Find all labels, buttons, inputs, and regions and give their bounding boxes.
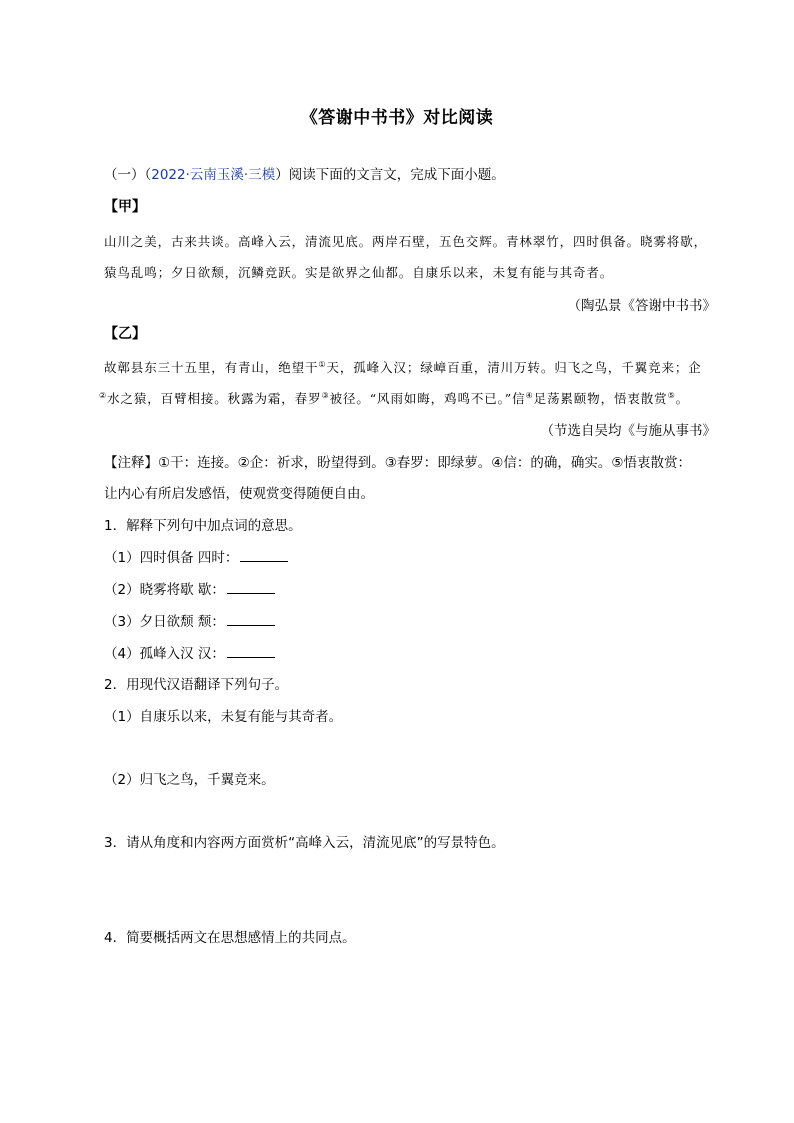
- note-marker: ④: [525, 390, 534, 400]
- passage-jia-label: 【甲】: [104, 199, 146, 215]
- yi-text: 天，孤峰入汉；绿嶂百重，清川万转。归飞之鸟，千翼竞来；企: [326, 360, 702, 375]
- item-text: （1）四时俱备 四时：: [104, 550, 239, 566]
- passage-jia-source: （陶弘景《答谢中书书》: [567, 298, 716, 314]
- intro-rest: ）阅读下面的文言文，完成下面小题。: [275, 167, 505, 183]
- answer-blank[interactable]: [227, 612, 275, 626]
- page-title: 《答谢中书书》对比阅读: [300, 108, 494, 128]
- section-intro: [104, 166, 505, 184]
- note-marker: ②: [99, 390, 108, 400]
- notes-line-2: 让内心有所启发感悟，使观赏变得随便自由。: [104, 486, 374, 502]
- yi-text: 故鄣县东三十五里，有青山，绝望干: [104, 360, 319, 375]
- item-text: （2）晓雾将歇 歇：: [104, 582, 225, 598]
- answer-blank[interactable]: [227, 580, 275, 594]
- question-1-item-2: [104, 580, 275, 599]
- answer-blank[interactable]: [227, 644, 275, 658]
- notes-line-1: 【注释】①干：连接。②企：祈求，盼望得到。③春罗：即绿萝。④信：的确，确实。⑤悟衷散赏：: [104, 455, 692, 471]
- yi-text: 水之猿，百臂相接。秋露为霜，春罗: [107, 391, 322, 406]
- yi-text: 足荡累颐物，悟衷散赏: [533, 391, 668, 406]
- question-2-item-2: （2）归飞之鸟，千翼竞来。: [104, 772, 275, 788]
- passage-yi-line-2: [99, 390, 689, 408]
- note-marker: ③: [321, 390, 330, 400]
- yi-text: 被径。“风雨如晦，鸡鸣不已。”信: [329, 391, 526, 406]
- question-2-stem: 2．用现代汉语翻译下列句子。: [104, 677, 289, 693]
- yi-text: 。: [675, 391, 690, 406]
- passage-jia-line-2: 猿鸟乱鸣；夕日欲颓，沉鳞竞跃。实是欲界之仙都。自康乐以来，未复有能与其奇者。: [104, 265, 614, 280]
- question-1-stem: 1．解释下列句中加点词的意思。: [104, 518, 302, 534]
- intro-prefix: （一）（: [104, 167, 152, 183]
- passage-yi-label: 【乙】: [104, 326, 146, 342]
- passage-jia-line-1: 山川之美，古来共谈。高峰入云，清流见底。两岸石壁，五色交辉。青林翠竹，四时俱备。晓雾将歇，: [104, 234, 708, 249]
- question-3: 3．请从角度和内容两方面赏析“高峰入云，清流见底”的写景特色。: [104, 835, 505, 851]
- answer-blank[interactable]: [240, 548, 288, 562]
- passage-yi-source: （节选自吴均《与施从事书》: [540, 423, 716, 439]
- source-year-label: 2022·云南玉溪·三模: [151, 167, 276, 183]
- note-marker: ⑤: [667, 390, 676, 400]
- passage-yi-line-1: [104, 359, 702, 377]
- item-text: （3）夕日欲颓 颓：: [104, 614, 225, 630]
- question-1-item-1: [104, 548, 288, 567]
- note-marker: ①: [318, 359, 327, 369]
- question-4: 4．简要概括两文在思想感情上的共同点。: [104, 930, 356, 946]
- question-1-item-3: [104, 612, 275, 631]
- item-text: （4）孤峰入汉 汉：: [104, 646, 225, 662]
- question-1-item-4: [104, 644, 275, 663]
- question-2-item-1: （1）自康乐以来，未复有能与其奇者。: [104, 709, 343, 725]
